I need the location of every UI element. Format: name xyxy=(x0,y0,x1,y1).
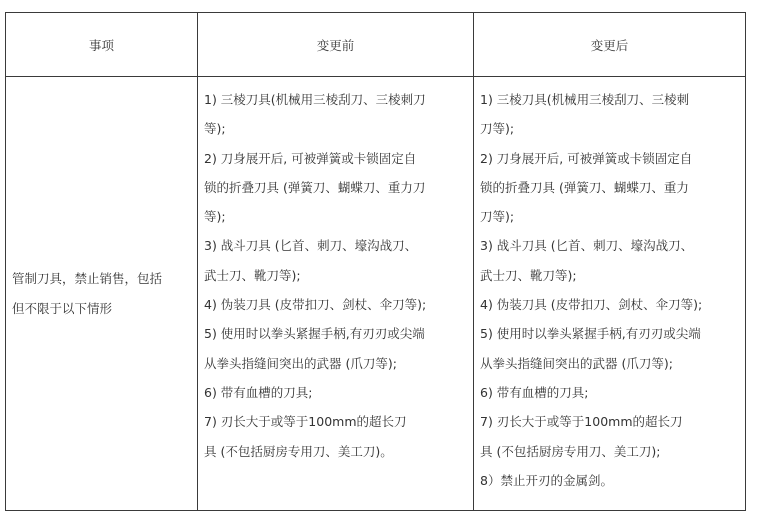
before-line: 5) 使用时以拳头紧握手柄,有刃刃或尖端 xyxy=(204,326,425,342)
after-line: 7) 刃长大于或等于100mm的超长刀 xyxy=(480,414,683,430)
after-line: 1) 三棱刀具(机械用三棱刮刀、三棱刺 xyxy=(480,92,690,107)
after-line: 5) 使用时以拳头紧握手柄,有刃刃或尖端 xyxy=(480,326,701,342)
after-line: 从拳头指缝间突出的武器 (爪刀等); xyxy=(480,355,673,371)
before-line: 从拳头指缝间突出的武器 (爪刀等); xyxy=(204,355,397,371)
before-line: 武士刀、靴刀等); xyxy=(204,267,301,283)
after-cell xyxy=(474,77,746,511)
header-after: 变更后 xyxy=(474,13,746,77)
after-line: 4) 伪装刀具 (皮带扣刀、剑杖、伞刀等); xyxy=(480,297,703,313)
after-line: 6) 带有血槽的刀具; xyxy=(480,384,589,400)
after-line: 锁的折叠刀具 (弹簧刀、蝴蝶刀、重力 xyxy=(480,179,689,195)
before-line: 4) 伪装刀具 (皮带扣刀、剑杖、伞刀等); xyxy=(204,297,427,313)
comparison-table xyxy=(5,12,746,511)
item-label-line: 管制刀具，禁止销售，包括 xyxy=(12,271,163,287)
before-line: 7) 刃长大于或等于100mm的超长刀 xyxy=(204,414,407,430)
after-line: 8）禁止开刃的金属剑。 xyxy=(480,472,613,488)
after-line: 刀等); xyxy=(480,209,515,225)
before-line: 2) 刀身展开后, 可被弹簧或卡锁固定自 xyxy=(204,150,417,166)
item-cell xyxy=(6,77,198,511)
header-before: 变更前 xyxy=(198,13,474,77)
after-line: 刀等); xyxy=(480,121,515,137)
before-line: 等); xyxy=(204,209,226,225)
after-line: 具 (不包括厨房专用刀、美工刀); xyxy=(480,443,661,459)
header-item: 事项 xyxy=(6,13,198,77)
before-line: 3) 战斗刀具 (匕首、刺刀、壕沟战刀、 xyxy=(204,238,418,254)
before-line: 1) 三棱刀具(机械用三棱刮刀、三棱刺刀 xyxy=(204,92,426,107)
before-line: 6) 带有血槽的刀具; xyxy=(204,384,313,400)
before-line: 锁的折叠刀具 (弹簧刀、蝴蝶刀、重力刀 xyxy=(204,179,426,195)
after-line: 3) 战斗刀具 (匕首、刺刀、壕沟战刀、 xyxy=(480,238,694,254)
item-label-line: 但不限于以下情形 xyxy=(12,300,113,316)
before-line: 等); xyxy=(204,121,226,137)
after-line: 2) 刀身展开后, 可被弹簧或卡锁固定自 xyxy=(480,150,693,166)
body-row xyxy=(6,77,746,511)
before-line: 具 (不包括厨房专用刀、美工刀)。 xyxy=(204,443,393,459)
before-cell xyxy=(198,77,474,511)
header-row xyxy=(6,13,746,77)
after-line: 武士刀、靴刀等); xyxy=(480,267,577,283)
